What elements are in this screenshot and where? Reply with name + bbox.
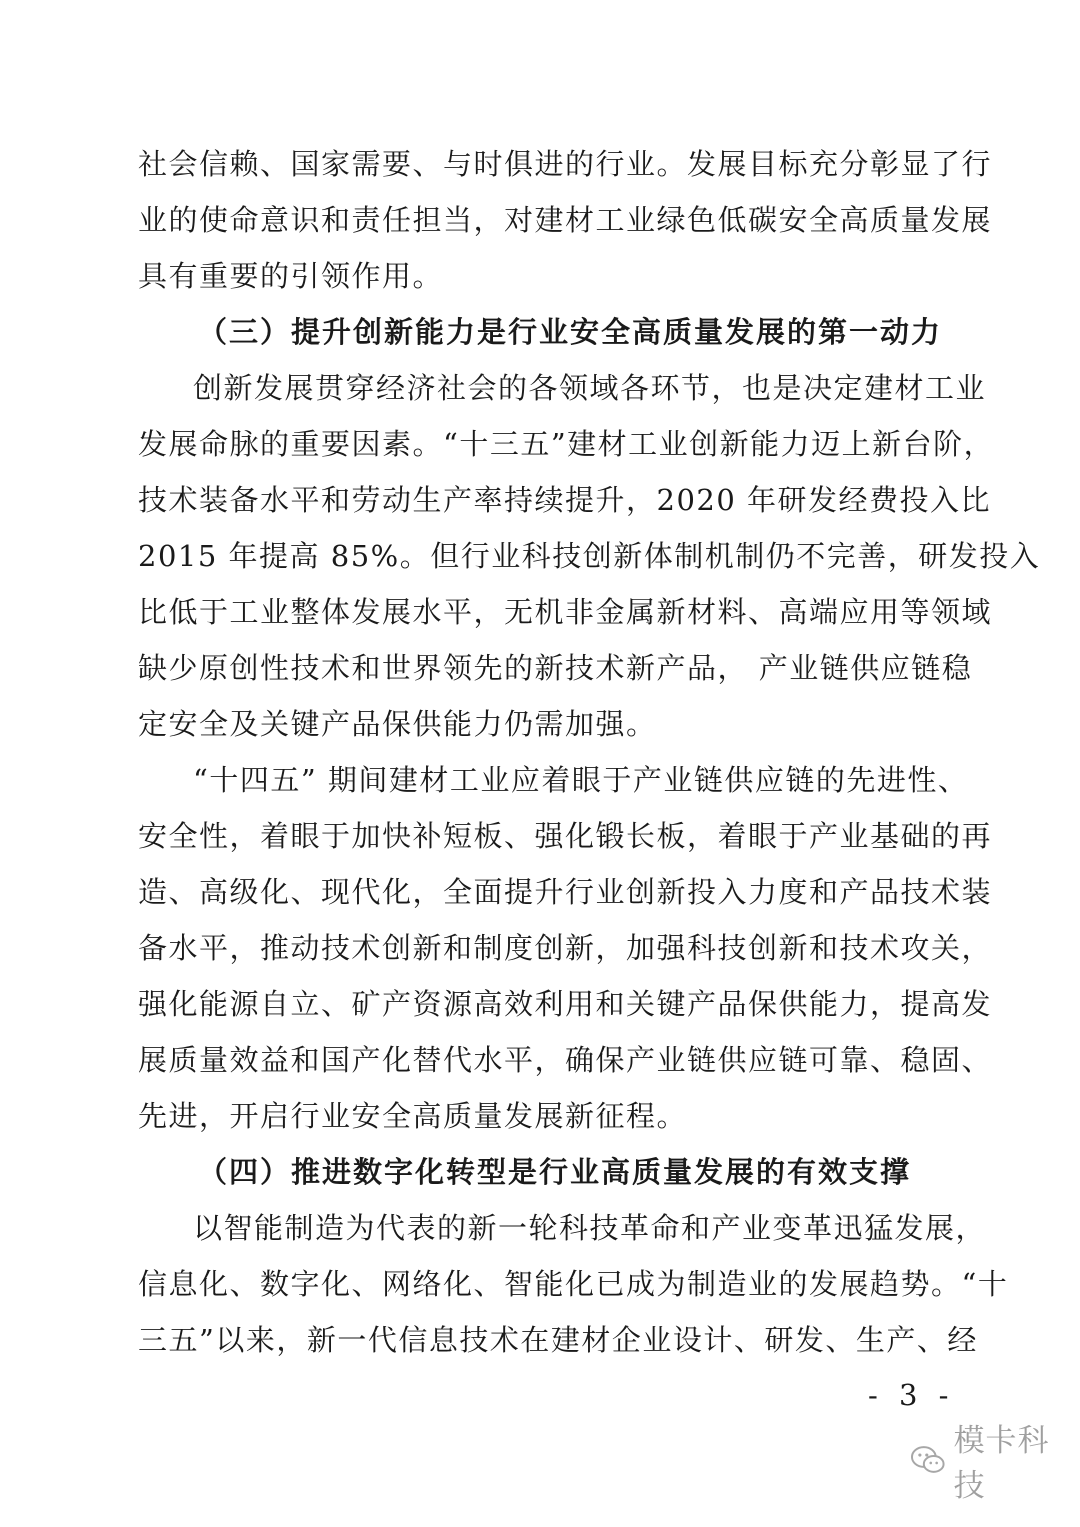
text-line: 强化能源自立、矿产资源高效利用和关键产品保供能力，提高发 <box>138 987 993 1021</box>
text-line: 具有重要的引领作用。 <box>138 259 444 293</box>
text-line: 社会信赖、国家需要、与时俱进的行业。发展目标充分彰显了行 <box>138 147 993 181</box>
text-line: 造、高级化、现代化，全面提升行业创新投入力度和产品技术装 <box>138 875 993 909</box>
text-line: 定安全及关键产品保供能力仍需加强。 <box>138 707 657 741</box>
text-line: 三五”以来，新一代信息技术在建材企业设计、研发、生产、经 <box>138 1323 978 1357</box>
section-heading: （四）推进数字化转型是行业高质量发展的有效支撑 <box>198 1155 912 1189</box>
section-heading: （三）提升创新能力是行业安全高质量发展的第一动力 <box>198 315 943 349</box>
text-line: 创新发展贯穿经济社会的各领域各环节，也是决定建材工业 <box>193 371 987 405</box>
text-line: 先进，开启行业安全高质量发展新征程。 <box>138 1099 688 1133</box>
text-line: “十四五” 期间建材工业应着眼于产业链供应链的先进性、 <box>193 763 969 797</box>
watermark <box>910 1423 1080 1504</box>
text-line: 发展命脉的重要因素。“十三五”建材工业创新能力迈上新台阶， <box>138 427 995 461</box>
text-line: 以智能制造为代表的新一轮科技革命和产业变革迅猛发展， <box>193 1211 987 1245</box>
text-line: 信息化、数字化、网络化、智能化已成为制造业的发展趋势。“十 <box>138 1267 1009 1301</box>
watermark-text: 模卡科技 <box>953 1423 1050 1504</box>
text-line: 技术装备水平和劳动生产率持续提升，2020 年研发经费投入比 <box>138 483 992 517</box>
text-line: 比低于工业整体发展水平，无机非金属新材料、高端应用等领域 <box>138 595 993 629</box>
text-line: 安全性，着眼于加快补短板、强化锻长板，着眼于产业基础的再 <box>138 819 993 853</box>
wechat-icon <box>910 1445 946 1475</box>
text-line: 备水平，推动技术创新和制度创新，加强科技创新和技术攻关， <box>138 931 993 965</box>
text-line: 2015 年提高 85%。但行业科技创新体制机制仍不完善，研发投入 <box>138 539 1041 573</box>
text-line: 缺少原创性技术和世界领先的新技术新产品， 产业链供应链稳 <box>138 651 973 685</box>
page-number: - 3 - <box>868 1378 955 1412</box>
text-line: 展质量效益和国产化替代水平，确保产业链供应链可靠、稳固、 <box>138 1043 993 1077</box>
text-line: 业的使命意识和责任担当，对建材工业绿色低碳安全高质量发展 <box>138 203 993 237</box>
